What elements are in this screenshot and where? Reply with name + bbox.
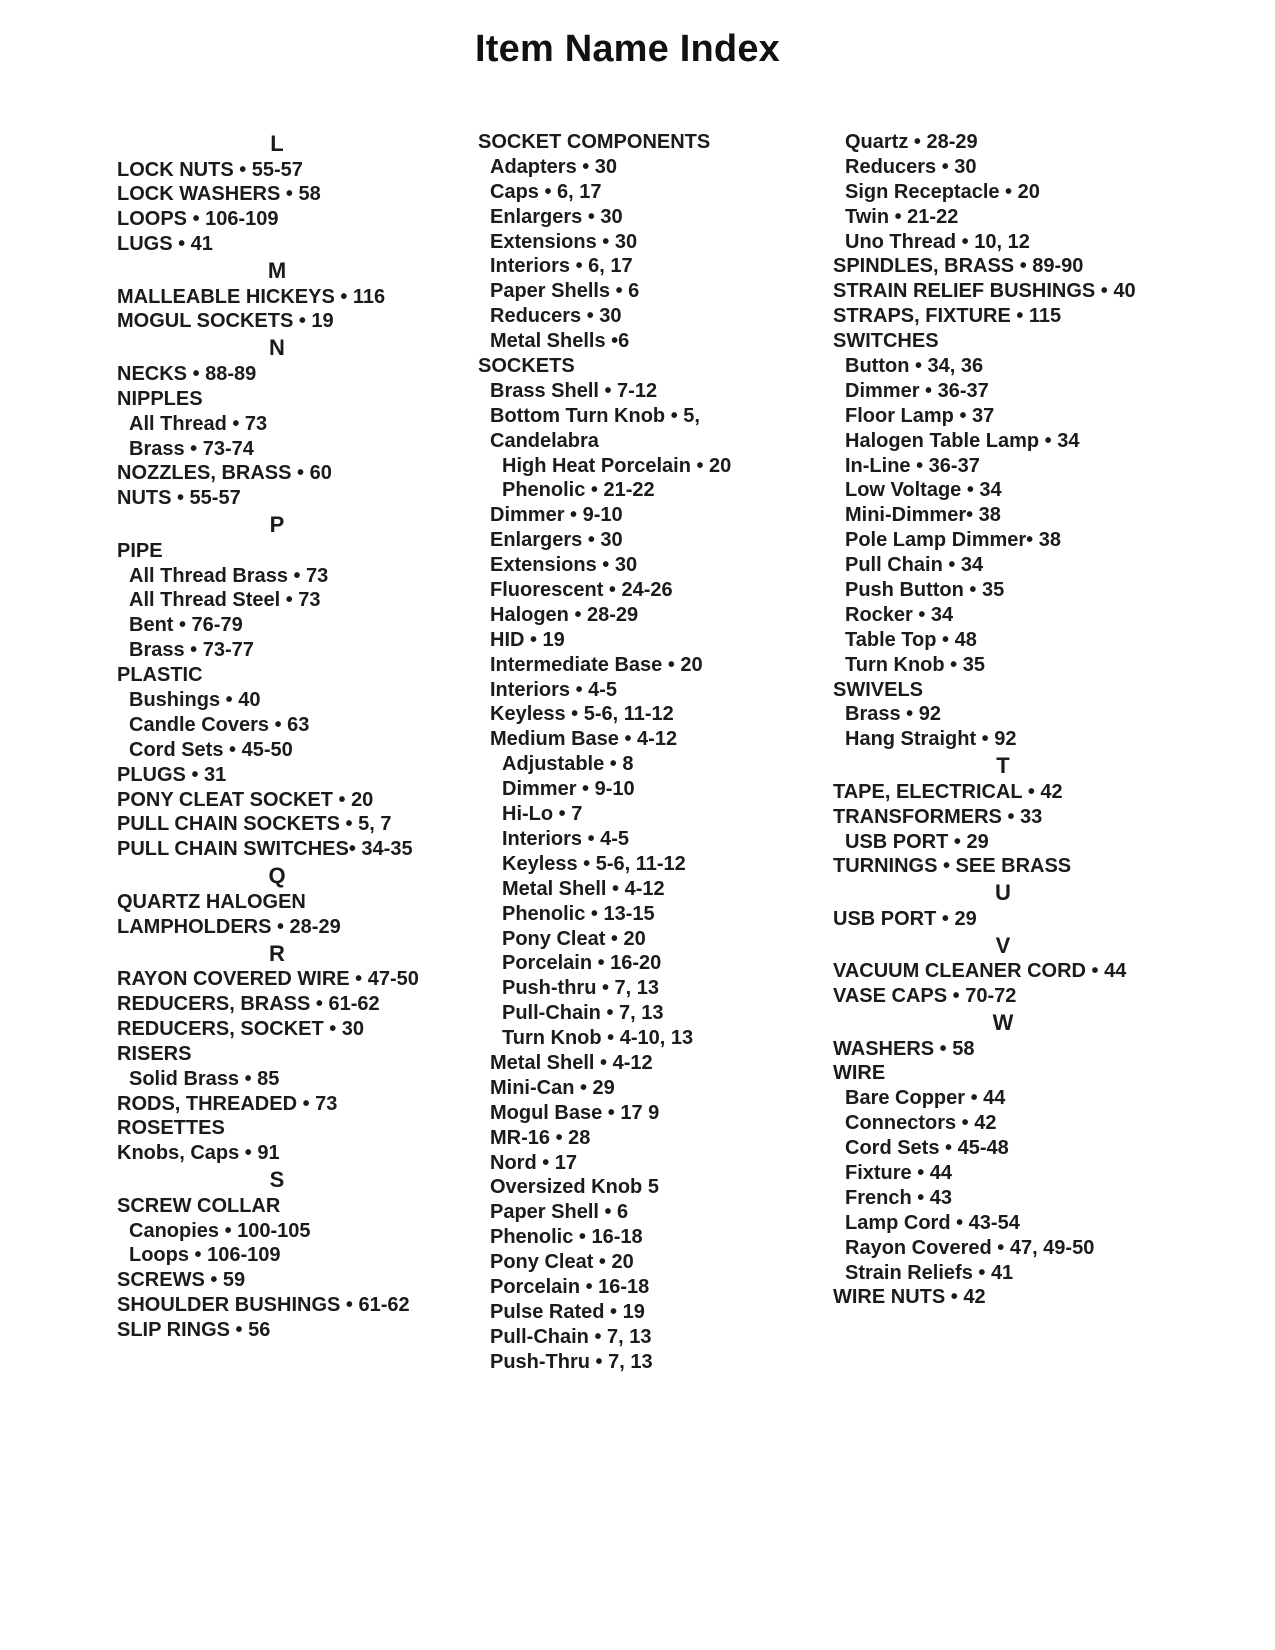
index-entry: STRAIN RELIEF BUSHINGS • 40	[833, 280, 1136, 303]
index-subentry: Interiors • 4-5	[502, 827, 630, 850]
index-entry: TAPE, ELECTRICAL • 42	[833, 780, 1063, 803]
index-subentry: Low Voltage • 34	[845, 479, 1002, 502]
index-subentry: Medium Base • 4-12	[490, 728, 678, 751]
index-entry: SOCKETS	[478, 355, 575, 378]
index-entry: NIPPLES	[117, 387, 203, 410]
index-subentry: Solid Brass • 85	[129, 1067, 280, 1090]
index-subentry: Cord Sets • 45-48	[845, 1137, 1009, 1160]
index-entry: PONY CLEAT SOCKET • 20	[117, 788, 374, 811]
index-entry: SLIP RINGS • 56	[117, 1319, 271, 1342]
index-subentry: Phenolic • 13-15	[502, 902, 655, 925]
index-subentry: Rocker • 34	[845, 603, 954, 626]
index-column-1	[117, 130, 437, 1343]
index-letter-heading: V	[995, 932, 1011, 958]
index-subentry: Push Button • 35	[845, 579, 1005, 602]
index-subentry: All Thread • 73	[129, 412, 268, 435]
index-letter-heading: N	[269, 335, 285, 361]
index-letter-heading: W	[992, 1010, 1014, 1035]
index-subentry: Bushings • 40	[129, 689, 261, 712]
index-letter-heading: S	[269, 1167, 285, 1193]
index-subentry: Turn Knob • 35	[845, 653, 985, 676]
index-entry: VACUUM CLEANER CORD • 44	[833, 960, 1127, 983]
index-letter-heading: L	[270, 131, 284, 156]
index-subentry: Halogen • 28-29	[490, 603, 639, 626]
index-subentry: Dimmer • 36-37	[845, 379, 989, 402]
index-subentry: Caps • 6, 17	[490, 180, 602, 203]
index-subentry: Brass Shell • 7-12	[490, 379, 658, 402]
index-letter-heading: M	[267, 258, 287, 284]
index-subentry: Cord Sets • 45-50	[129, 738, 293, 761]
index-subentry: Dimmer • 9-10	[490, 504, 623, 527]
index-entry: WIRE	[833, 1062, 886, 1085]
index-subentry: Strain Reliefs • 41	[845, 1261, 1014, 1284]
index-subentry: Uno Thread • 10, 12	[845, 230, 1030, 253]
index-entry: SHOULDER BUSHINGS • 61-62	[117, 1294, 410, 1317]
index-subentry: Metal Shell • 4-12	[490, 1051, 653, 1074]
index-entry: TRANSFORMERS • 33	[833, 805, 1043, 828]
index-subentry: Rayon Covered • 47, 49-50	[845, 1236, 1095, 1259]
index-subentry: HID • 19	[490, 628, 565, 651]
index-entry: MOGUL SOCKETS • 19	[117, 310, 334, 333]
index-subentry: Reducers • 30	[845, 155, 977, 178]
index-entry: REDUCERS, SOCKET • 30	[117, 1017, 365, 1040]
index-subentry: Brass • 73-77	[129, 639, 254, 662]
index-subentry: Table Top • 48	[845, 628, 977, 651]
index-subentry: Pulse Rated • 19	[490, 1300, 645, 1323]
index-entry: TURNINGS • SEE BRASS	[833, 855, 1072, 878]
index-subentry: All Thread Brass • 73	[129, 564, 329, 587]
index-subentry: Adapters • 30	[490, 155, 618, 178]
index-entry: PULL CHAIN SOCKETS • 5, 7	[117, 813, 392, 836]
index-entry: SWITCHES	[833, 330, 939, 353]
index-subentry: Keyless • 5-6, 11-12	[490, 703, 674, 726]
index-subentry: MR-16 • 28	[490, 1126, 591, 1149]
index-subentry: Fluorescent • 24-26	[490, 579, 673, 602]
index-subentry: Porcelain • 16-18	[490, 1275, 650, 1298]
index-subentry: Lamp Cord • 43-54	[845, 1211, 1020, 1234]
index-entry: SCREW COLLAR	[117, 1194, 281, 1217]
index-subentry: Sign Receptacle • 20	[845, 180, 1040, 203]
index-letter-heading: U	[995, 880, 1011, 906]
index-subentry: Brass • 73-74	[129, 437, 254, 460]
index-subentry: Adjustable • 8	[502, 753, 634, 776]
index-entry: LOCK NUTS • 55-57	[117, 158, 303, 181]
index-entry: PULL CHAIN SWITCHES• 34-35	[117, 838, 413, 861]
index-subentry: Loops • 106-109	[129, 1244, 281, 1267]
index-subentry: Pole Lamp Dimmer• 38	[845, 529, 1061, 552]
index-subentry: High Heat Porcelain • 20	[502, 454, 732, 477]
index-subentry: Mini-Dimmer• 38	[845, 504, 1001, 527]
index-subentry: Enlargers • 30	[490, 529, 623, 552]
index-subentry: Pony Cleat • 20	[502, 927, 646, 950]
index-entry: SPINDLES, BRASS • 89-90	[833, 255, 1084, 278]
index-entry: Knobs, Caps • 91	[117, 1142, 280, 1165]
index-entry: ROSETTES	[117, 1117, 225, 1140]
index-entry: NOZZLES, BRASS • 60	[117, 462, 332, 485]
index-subentry: Phenolic • 16-18	[490, 1226, 643, 1249]
index-subentry: Floor Lamp • 37	[845, 404, 995, 427]
index-subentry: Pull Chain • 34	[845, 554, 984, 577]
index-subentry: Connectors • 42	[845, 1112, 997, 1135]
index-subentry: Candelabra	[490, 429, 599, 452]
index-entry: MALLEABLE HICKEYS • 116	[117, 285, 386, 308]
index-entry: SCREWS • 59	[117, 1269, 246, 1292]
index-subentry: Twin • 21-22	[845, 205, 959, 228]
index-subentry: Nord • 17	[490, 1151, 578, 1174]
index-subentry: Enlargers • 30	[490, 205, 623, 228]
index-entry: PLASTIC	[117, 664, 203, 687]
index-subentry: Keyless • 5-6, 11-12	[502, 852, 686, 875]
index-subentry: Quartz • 28-29	[845, 131, 978, 153]
index-subentry: Interiors • 4-5	[490, 678, 618, 701]
index-subentry: Mini-Can • 29	[490, 1076, 615, 1099]
index-subentry: Extensions • 30	[490, 554, 638, 577]
page-title: Item Name Index	[475, 28, 780, 70]
index-entry: RAYON COVERED WIRE • 47-50	[117, 968, 419, 991]
index-entry: USB PORT • 29	[833, 907, 977, 930]
index-subentry: Pony Cleat • 20	[490, 1251, 634, 1274]
index-entry: VASE CAPS • 70-72	[833, 985, 1017, 1008]
index-subentry: Fixture • 44	[845, 1161, 953, 1184]
index-subentry: Hang Straight • 92	[845, 728, 1017, 751]
index-entry: RISERS	[117, 1042, 192, 1065]
index-entry: WASHERS • 58	[833, 1037, 975, 1060]
index-entry: SOCKET COMPONENTS	[478, 131, 711, 153]
index-subentry: Canopies • 100-105	[129, 1219, 311, 1242]
index-entry: SWIVELS	[833, 678, 924, 701]
index-column-3	[833, 130, 1173, 1310]
index-subentry: Dimmer • 9-10	[502, 778, 635, 801]
index-subentry: Metal Shell • 4-12	[502, 877, 665, 900]
index-subentry: Paper Shell • 6	[490, 1201, 629, 1224]
index-subentry: Extensions • 30	[490, 230, 638, 253]
index-subentry: Button • 34, 36	[845, 355, 984, 378]
index-entry: LUGS • 41	[117, 233, 213, 256]
index-entry: LAMPHOLDERS • 28-29	[117, 915, 341, 938]
index-subentry: Intermediate Base • 20	[490, 653, 703, 676]
index-letter-heading: Q	[268, 863, 286, 889]
index-letter-heading: R	[269, 940, 285, 966]
index-subentry: Oversized Knob 5	[490, 1176, 659, 1199]
index-entry: PLUGS • 31	[117, 763, 227, 786]
index-subentry: Pull-Chain • 7, 13	[490, 1325, 652, 1348]
index-entry: LOOPS • 106-109	[117, 208, 279, 231]
index-entry: LOCK WASHERS • 58	[117, 183, 321, 206]
index-subentry: Brass • 92	[845, 703, 941, 726]
index-subentry: Candle Covers • 63	[129, 713, 310, 736]
index-subentry: Mogul Base • 17 9	[490, 1101, 660, 1124]
index-subentry: Bottom Turn Knob • 5,	[490, 404, 700, 427]
index-subentry: Reducers • 30	[490, 305, 622, 328]
index-subentry: Turn Knob • 4-10, 13	[502, 1027, 694, 1050]
index-entry: PIPE	[117, 539, 163, 562]
index-subentry: Pull-Chain • 7, 13	[502, 1002, 664, 1025]
index-subentry: Phenolic • 21-22	[502, 479, 655, 502]
index-letter-heading: P	[269, 512, 285, 538]
index-subentry: French • 43	[845, 1186, 953, 1209]
index-subentry: Push-thru • 7, 13	[502, 977, 660, 1000]
index-subentry: Paper Shells • 6	[490, 280, 640, 303]
index-subentry: In-Line • 36-37	[845, 454, 980, 477]
index-subentry: Metal Shells •6	[490, 330, 630, 353]
index-subentry: All Thread Steel • 73	[129, 589, 321, 612]
index-subentry: Porcelain • 16-20	[502, 952, 662, 975]
index-subentry: Push-Thru • 7, 13	[490, 1350, 653, 1373]
index-entry: WIRE NUTS • 42	[833, 1286, 986, 1309]
index-subentry: Bare Copper • 44	[845, 1087, 1006, 1110]
index-letter-heading: T	[996, 753, 1010, 779]
index-entry: QUARTZ HALOGEN	[117, 890, 306, 913]
index-column-2	[478, 130, 808, 1375]
index-subentry: Halogen Table Lamp • 34	[845, 429, 1080, 452]
index-subentry: Interiors • 6, 17	[490, 255, 633, 278]
index-entry: STRAPS, FIXTURE • 115	[833, 305, 1062, 328]
index-entry: REDUCERS, BRASS • 61-62	[117, 992, 380, 1015]
index-entry: NUTS • 55-57	[117, 487, 241, 510]
index-subentry: USB PORT • 29	[845, 830, 989, 853]
index-entry: RODS, THREADED • 73	[117, 1092, 338, 1115]
index-entry: NECKS • 88-89	[117, 362, 257, 385]
index-subentry: Hi-Lo • 7	[502, 803, 583, 826]
index-subentry: Bent • 76-79	[129, 614, 243, 637]
